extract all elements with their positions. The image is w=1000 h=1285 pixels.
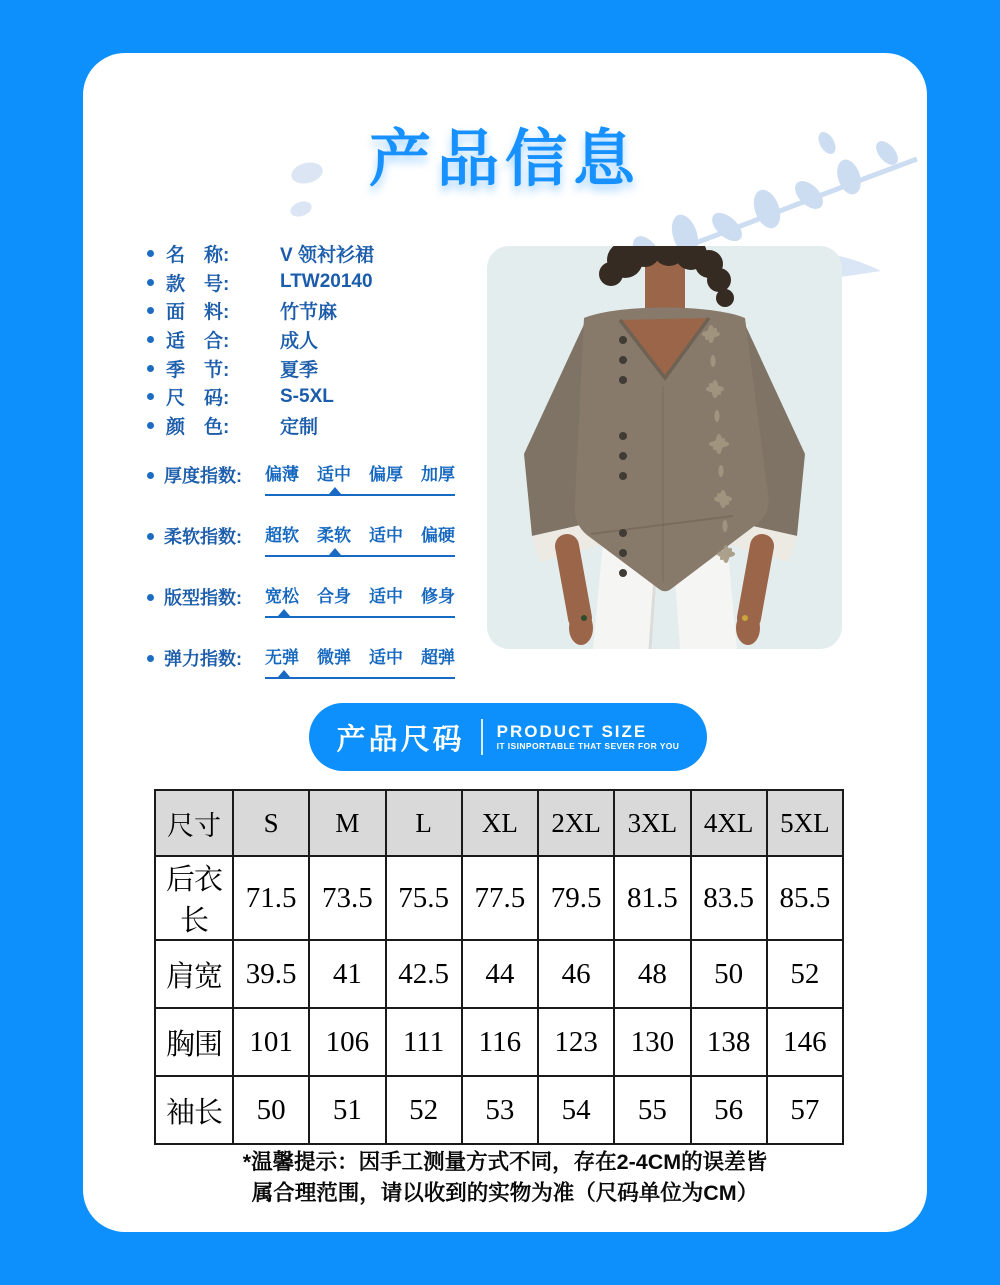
size-table-header: 尺寸: [155, 790, 233, 856]
table-cell: 51: [309, 1076, 385, 1144]
index-label: 弹力指数:: [147, 643, 265, 671]
bullet-icon: [147, 393, 154, 400]
table-row-bust: [155, 1008, 843, 1076]
table-cell: 52: [386, 1076, 462, 1144]
index-option: 偏薄: [265, 465, 299, 484]
attribute-row-fabric: [147, 296, 477, 325]
bullet-icon: [147, 279, 154, 286]
attribute-row-season: [147, 354, 477, 383]
banner-divider: [481, 719, 483, 755]
measurement-note: [83, 1147, 927, 1209]
attribute-value: 竹节麻: [280, 302, 338, 324]
index-option: 柔软: [317, 526, 351, 545]
size-table-header: 3XL: [614, 790, 690, 856]
bullet-icon: [147, 422, 154, 429]
banner-subtitle-en: IT ISINPORTABLE THAT SEVER FOR YOU: [496, 741, 680, 751]
table-row-shoulder: [155, 940, 843, 1008]
attribute-row-name: [147, 239, 477, 268]
bullet-icon: [147, 365, 154, 372]
index-option: 加厚: [421, 465, 455, 484]
index-scale: [265, 582, 455, 618]
table-cell: 50: [233, 1076, 309, 1144]
note-line-1: *温馨提示：因手工测量方式不同，存在2-4CM的误差皆: [242, 1150, 768, 1174]
table-cell: 39.5: [233, 940, 309, 1008]
size-table-header: M: [309, 790, 385, 856]
table-cell: 85.5: [767, 856, 843, 940]
note-line-2: 属合理范围，请以收到的实物为准（尺码单位为CM）: [251, 1181, 759, 1205]
product-attributes: [147, 239, 477, 440]
banner-title-cn: 产品尺码: [336, 723, 465, 756]
bullet-icon: [147, 307, 154, 314]
table-cell: 56: [691, 1076, 767, 1144]
index-scale: [265, 460, 455, 496]
table-cell: 116: [462, 1008, 538, 1076]
table-cell: 79.5: [538, 856, 614, 940]
page-title: 产品信息: [368, 125, 641, 194]
attribute-value: V 领衬衫裙: [280, 244, 374, 266]
size-table-header: 5XL: [767, 790, 843, 856]
attribute-value: 夏季: [280, 359, 319, 381]
banner-title-en-group: [497, 722, 680, 752]
row-label: 肩宽: [155, 940, 233, 1008]
table-cell: 52: [767, 940, 843, 1008]
attribute-label: 颜 色:: [166, 416, 230, 438]
index-label: 柔软指数:: [147, 521, 265, 549]
table-cell: 48: [614, 940, 690, 1008]
table-cell: 71.5: [233, 856, 309, 940]
table-cell: 146: [767, 1008, 843, 1076]
table-cell: 106: [309, 1008, 385, 1076]
attribute-value: 定制: [280, 416, 319, 438]
size-table-header-row: [155, 790, 843, 856]
size-table-header: L: [386, 790, 462, 856]
bullet-icon: [147, 594, 154, 601]
attribute-value: LTW20140: [280, 271, 373, 293]
index-label: 厚度指数:: [147, 460, 265, 488]
table-cell: 81.5: [614, 856, 690, 940]
attribute-label: 款 号:: [166, 273, 230, 295]
index-option: 偏厚: [369, 465, 403, 484]
table-cell: 111: [386, 1008, 462, 1076]
size-table-wrap: [154, 789, 844, 1145]
product-size-banner: [309, 703, 707, 771]
index-option: 微弹: [317, 648, 351, 667]
attribute-label: 尺 码:: [166, 388, 230, 410]
index-option: 超弹: [421, 648, 455, 667]
row-label: 胸围: [155, 1008, 233, 1076]
attribute-label: 适 合:: [166, 330, 230, 352]
table-cell: 55: [614, 1076, 690, 1144]
table-cell: 46: [538, 940, 614, 1008]
row-label: 袖长: [155, 1076, 233, 1144]
size-table-header: 4XL: [691, 790, 767, 856]
size-table-header: S: [233, 790, 309, 856]
index-label: 版型指数:: [147, 582, 265, 610]
bullet-icon: [147, 655, 154, 662]
table-cell: 50: [691, 940, 767, 1008]
size-table: [154, 789, 844, 1145]
product-photo: [487, 246, 842, 649]
index-option: 无弹: [265, 648, 299, 667]
row-label: 后衣长: [155, 856, 233, 940]
index-option: 宽松: [265, 587, 299, 606]
attribute-row-color: [147, 411, 477, 440]
index-option: 适中: [369, 587, 403, 606]
table-cell: 130: [614, 1008, 690, 1076]
table-row-back-length: [155, 856, 843, 940]
table-cell: 75.5: [386, 856, 462, 940]
index-option: 修身: [421, 587, 455, 606]
size-table-header: 2XL: [538, 790, 614, 856]
size-table-header: XL: [462, 790, 538, 856]
table-row-sleeve: [155, 1076, 843, 1144]
index-option: 超软: [265, 526, 299, 545]
index-option: 适中: [369, 648, 403, 667]
attribute-value: S-5XL: [280, 385, 334, 407]
banner-title-en: PRODUCT SIZE: [496, 722, 648, 741]
bullet-icon: [147, 250, 154, 257]
index-option: 适中: [369, 526, 403, 545]
table-cell: 41: [309, 940, 385, 1008]
bullet-icon: [147, 336, 154, 343]
attribute-row-size-range: [147, 382, 477, 411]
attribute-label: 面 料:: [166, 302, 230, 324]
bullet-icon: [147, 472, 154, 479]
table-cell: 73.5: [309, 856, 385, 940]
attribute-value: 成人: [280, 330, 319, 352]
table-cell: 77.5: [462, 856, 538, 940]
attribute-label: 名 称:: [166, 244, 230, 266]
table-cell: 123: [538, 1008, 614, 1076]
table-cell: 53: [462, 1076, 538, 1144]
index-scale: [265, 521, 455, 557]
attribute-label: 季 节:: [166, 359, 230, 381]
bullet-icon: [147, 533, 154, 540]
table-cell: 57: [767, 1076, 843, 1144]
table-cell: 101: [233, 1008, 309, 1076]
table-cell: 138: [691, 1008, 767, 1076]
attribute-row-fit: [147, 325, 477, 354]
table-cell: 44: [462, 940, 538, 1008]
index-option: 适中: [317, 465, 351, 484]
index-option: 合身: [317, 587, 351, 606]
content-card: [83, 53, 927, 1232]
index-scale: [265, 643, 455, 679]
attribute-row-model: [147, 268, 477, 297]
table-cell: 42.5: [386, 940, 462, 1008]
table-cell: 54: [538, 1076, 614, 1144]
index-option: 偏硬: [421, 526, 455, 545]
table-cell: 83.5: [691, 856, 767, 940]
